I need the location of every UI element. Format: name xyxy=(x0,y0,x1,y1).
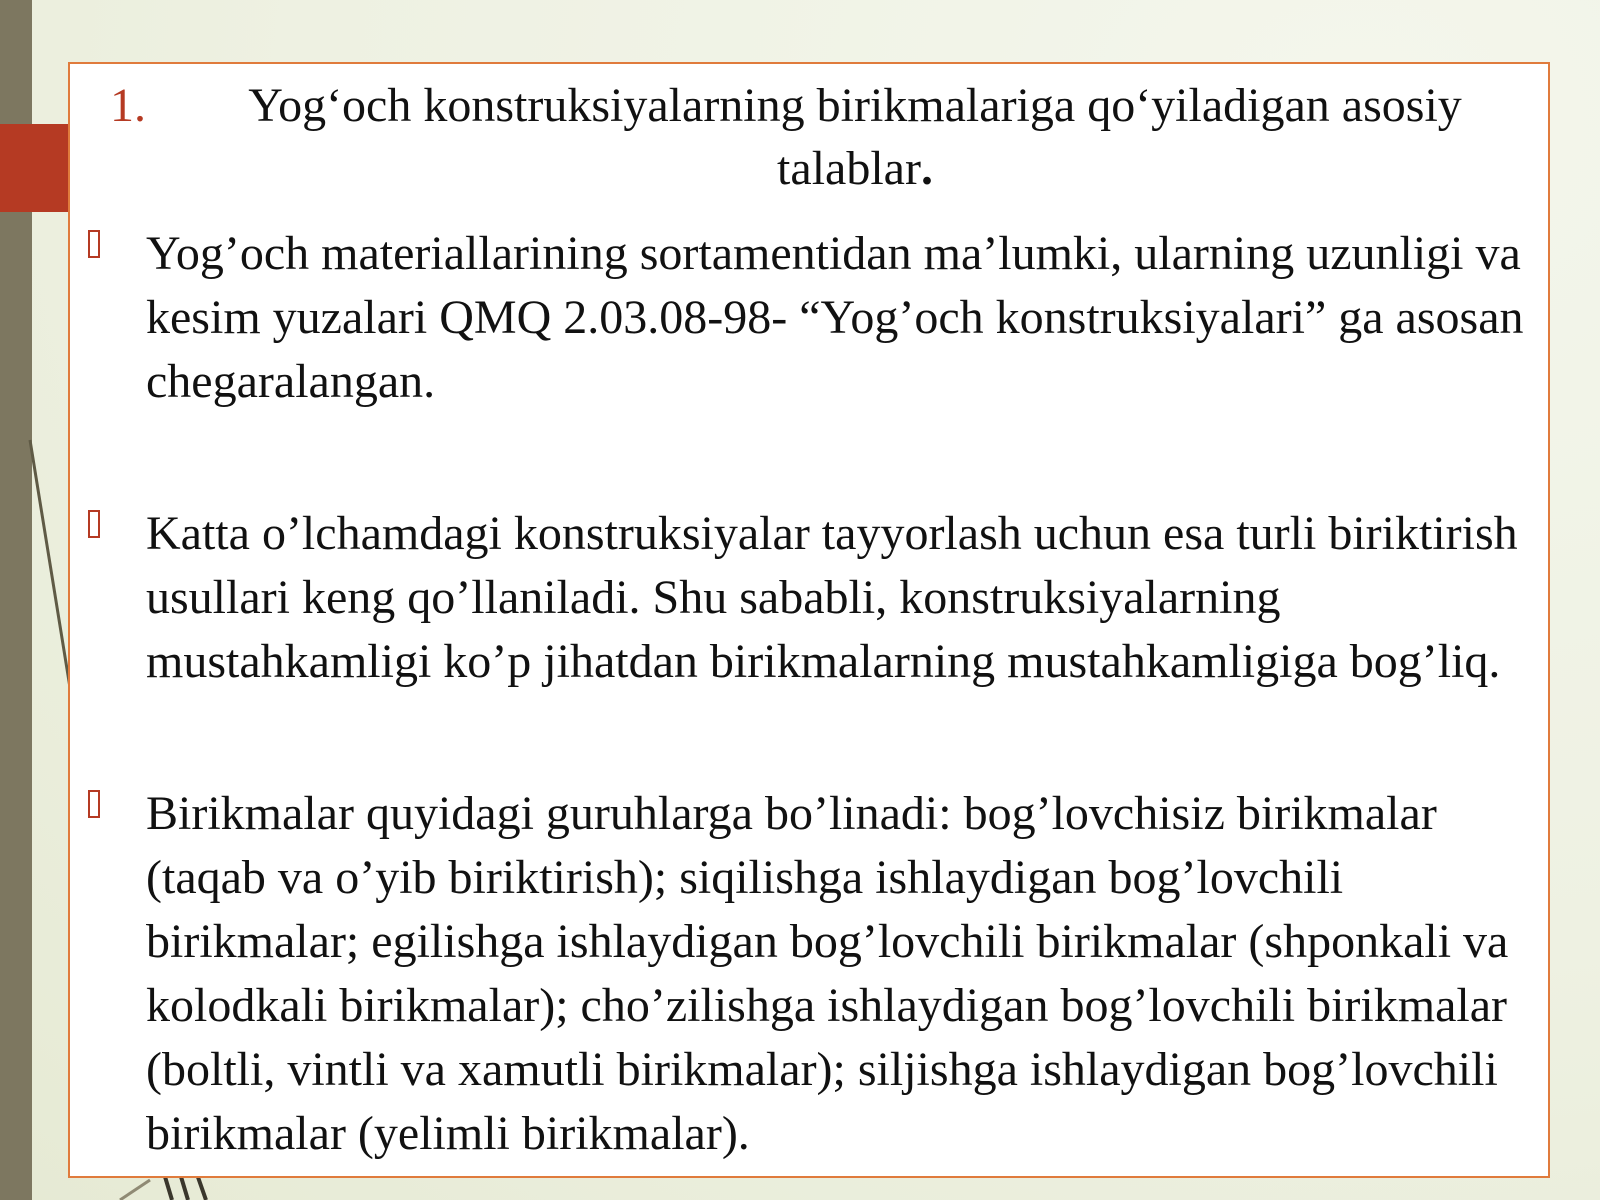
bullet-text: Birikmalar quyidagi guruhlarga bo’linadi: bog’lovchisiz birikmalar (taqab va o’yib biriktirish); siqilishga ishlaydigan bog’lovchili birikmalar; egilishga ishlaydigan bog’lovchili birikmalar (shponkali va kolodkali birikmalar); cho’zilishga ishlaydigan bog’lovchili birikmalar (boltli, vintli va xamutli birikmalar); siljishga ishlaydigan bog’lovchili birikmalar (yelimli birikmalar). xyxy=(146,787,1509,1160)
content-frame xyxy=(68,62,1550,1178)
square-bullet-icon xyxy=(88,510,100,538)
bullet-item xyxy=(70,222,1528,414)
square-bullet-icon xyxy=(88,230,100,258)
heading-text: Yog‘och konstruksiyalarning birikmalariga qo‘yiladigan asosiy talablar xyxy=(248,79,1462,195)
slide-heading xyxy=(90,74,1530,200)
heading-number: 1. xyxy=(110,79,146,132)
square-bullet-icon xyxy=(88,790,100,818)
bullet-text: Katta o’lchamdagi konstruksiyalar tayyorlash uchun esa turli biriktirish usullari keng qo’llaniladi. Shu sababli, konstruksiyalarning mustahkamligi ko’p jihatdan birikmalarning mustahkamligiga bog’liq. xyxy=(146,507,1518,688)
heading-text-wrap xyxy=(90,74,1530,200)
bullet-item xyxy=(70,502,1528,694)
bullet-text: Yog’och materiallarining sortamentidan ma’lumki, ularning uzunligi va kesim yuzalari QMQ 2.03.08-98- “Yog’och konstruksiyalari” ga asosan chegaralangan. xyxy=(146,227,1524,408)
heading-period: . xyxy=(920,142,933,195)
accent-block xyxy=(0,124,70,212)
bullet-item xyxy=(70,782,1528,1166)
